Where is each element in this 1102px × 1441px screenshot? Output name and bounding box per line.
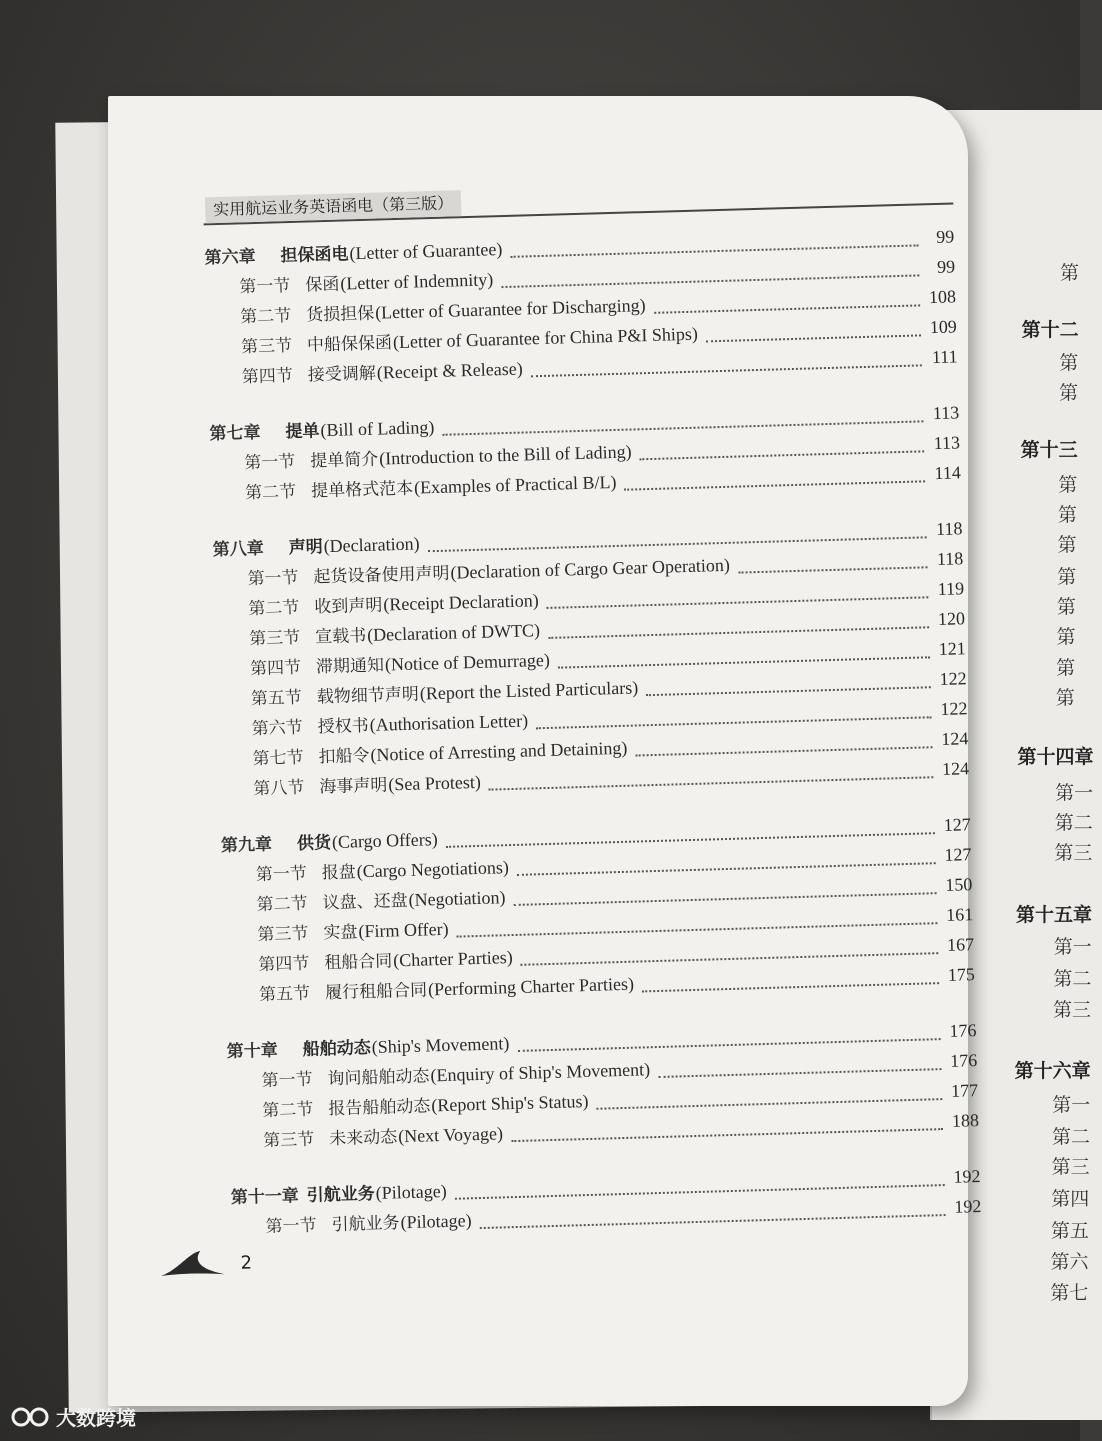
- toc-title-en: (Authorisation Letter): [369, 710, 529, 735]
- swoosh-logo-icon: [158, 1248, 229, 1280]
- right-page-section: 第七: [1050, 1282, 1089, 1304]
- toc-page-number: 192: [953, 1166, 981, 1187]
- toc-page-number: 120: [937, 608, 966, 630]
- toc-title-en: (Notice of Arresting and Detaining): [370, 737, 628, 765]
- leader-dots: [596, 1084, 942, 1110]
- toc-page-number: 118: [936, 548, 964, 570]
- toc-title-en: (Firm Offer): [358, 918, 449, 942]
- toc-number: 第一节: [265, 1215, 317, 1238]
- toc-title-zh: 引航业务: [306, 1183, 376, 1206]
- toc-page-number: 127: [944, 844, 972, 865]
- leader-dots: [653, 290, 920, 313]
- toc-title-en: (Declaration of DWTC): [366, 620, 541, 645]
- toc-number: 第九章: [220, 834, 273, 857]
- toc-number: 第四节: [249, 657, 302, 680]
- toc-page-number: 114: [934, 462, 962, 484]
- toc-title-zh: 未来动态: [328, 1127, 398, 1150]
- leader-dots: [517, 1024, 941, 1052]
- book-title: 实用航运业务英语函电（第三版）: [205, 190, 462, 223]
- leader-dots: [639, 436, 924, 460]
- leader-dots: [536, 702, 932, 729]
- toc-number: 第七章: [209, 422, 261, 445]
- toc-page-number: 192: [954, 1196, 982, 1217]
- toc-title-zh: 宣载书: [314, 626, 367, 648]
- toc-title-zh: 议盘、还盘: [322, 890, 408, 914]
- toc-number: 第一节: [247, 567, 299, 590]
- toc-number: 第二节: [262, 1099, 314, 1122]
- toc-page-number: 99: [935, 226, 955, 247]
- leader-dots: [520, 938, 938, 966]
- right-page-chapter: 第十五章: [1016, 904, 1093, 926]
- toc-title-en: (Declaration): [323, 533, 420, 557]
- toc-number: 第六章: [204, 246, 256, 269]
- toc-title-zh: 履行租船合同: [324, 980, 428, 1004]
- toc-number: 第八节: [253, 777, 305, 800]
- right-page-section: 第二: [1053, 968, 1092, 990]
- toc-title-en: (Report the Listed Particulars): [419, 677, 639, 704]
- right-page-chapter: 第十三: [1020, 439, 1078, 461]
- leader-dots: [624, 466, 925, 490]
- leader-dots: [517, 848, 936, 876]
- toc-page-number: 150: [945, 874, 973, 895]
- toc-page-number: 176: [949, 1020, 977, 1041]
- toc-title-en: (Bill of Lading): [320, 417, 435, 441]
- toc-number: 第一节: [239, 275, 291, 298]
- right-page-section: 第五: [1050, 1220, 1089, 1242]
- toc-number: 第四节: [241, 365, 294, 388]
- toc-title-en: (Performing Charter Parties): [427, 973, 635, 1000]
- toc-title-en: (Pilotage): [400, 1210, 472, 1233]
- right-page-section: 第二: [1054, 812, 1093, 834]
- running-header: [203, 176, 953, 225]
- toc-title-zh: 起货设备使用声明: [313, 563, 450, 588]
- leader-dots: [642, 968, 939, 992]
- right-page-chapter: 第十六章: [1014, 1060, 1091, 1082]
- toc-title-en: (Notice of Demurrage): [384, 649, 551, 675]
- toc-number: 第三节: [240, 335, 293, 358]
- right-page-section: 第: [1059, 352, 1079, 374]
- page-number: 2: [240, 1252, 253, 1274]
- toc-number: 第八章: [212, 538, 264, 561]
- toc-page-number: 188: [951, 1110, 980, 1131]
- toc-title-en: (Letter of Guarantee): [349, 239, 503, 264]
- toc-number: 第七节: [252, 747, 304, 770]
- toc-page-number: 121: [938, 638, 967, 660]
- leader-dots: [511, 1114, 943, 1142]
- right-page-chapter: 第十四章: [1017, 746, 1094, 768]
- toc-title-zh: 引航业务: [331, 1213, 400, 1236]
- toc-page-number: 167: [946, 934, 975, 955]
- toc-title-en: (Next Voyage): [397, 1123, 504, 1147]
- toc-title-en: (Declaration of Cargo Gear Operation): [450, 554, 731, 583]
- toc-title-zh: 报告船舶动态: [328, 1096, 431, 1120]
- right-page-section: 第二: [1051, 1126, 1090, 1148]
- leader-dots: [546, 582, 928, 609]
- toc-page-number: 175: [947, 964, 976, 985]
- toc-title-zh: 供货: [296, 833, 332, 855]
- toc-number: 第三节: [262, 1129, 315, 1152]
- toc-title-en: (Pilotage): [375, 1180, 447, 1203]
- toc-title-zh: 收到声明: [314, 595, 383, 618]
- toc-title-en: (Ship's Movement): [371, 1033, 510, 1058]
- toc-title-zh: 海事声明: [319, 775, 388, 798]
- leader-dots: [513, 878, 936, 906]
- right-page-section: 第一: [1053, 936, 1092, 958]
- right-page-section: 第三: [1051, 1156, 1090, 1178]
- leader-dots: [658, 1054, 942, 1078]
- toc-number: 第二节: [244, 481, 297, 504]
- leader-dots: [738, 552, 928, 573]
- toc-number: 第二节: [239, 305, 292, 328]
- right-page-chapter: 第十二: [1021, 319, 1079, 341]
- right-page-section: 第: [1057, 504, 1077, 526]
- leader-dots: [489, 762, 934, 790]
- toc-title-en: (Letter of Guarantee for Discharging): [374, 295, 646, 323]
- toc-page-number: 177: [950, 1080, 979, 1101]
- toc-title-zh: 提单格式范本: [310, 478, 414, 502]
- right-page-section: 第: [1057, 566, 1077, 588]
- toc-title-zh: 货损担保: [305, 303, 375, 326]
- toc-title-zh: 声明: [288, 537, 323, 559]
- toc-title-en: (Charter Parties): [392, 947, 513, 971]
- right-page-section: 第: [1057, 534, 1077, 556]
- toc-page-number: 122: [940, 698, 968, 719]
- toc-number: 第四节: [258, 953, 310, 976]
- toc-title-en: (Cargo Offers): [331, 829, 438, 853]
- watermark-logo-icon: [10, 1406, 50, 1428]
- leader-dots: [706, 320, 921, 342]
- toc-number: 第十一章: [230, 1186, 300, 1208]
- toc-number: 第三节: [257, 923, 309, 946]
- toc-page-number: 99: [936, 256, 956, 277]
- toc-title-zh: 授权书: [317, 715, 369, 738]
- book-page: [108, 96, 982, 1406]
- toc-number: 第五节: [258, 983, 311, 1006]
- toc-number: 第一节: [255, 863, 308, 886]
- toc-page-number: 127: [943, 814, 971, 835]
- toc-number: 第五节: [250, 687, 303, 710]
- toc-title-zh: 实盘: [323, 922, 358, 944]
- toc-page-number: 176: [949, 1050, 978, 1071]
- toc-title-zh: 接受调解: [307, 363, 377, 386]
- toc-page-number: 108: [928, 286, 957, 308]
- right-page-section: 第六: [1050, 1251, 1089, 1273]
- right-page-section: 第一: [1052, 1094, 1091, 1116]
- toc-number: 第二节: [248, 597, 300, 620]
- right-page-section: 第: [1056, 626, 1076, 648]
- toc-title-zh: 保函: [305, 274, 340, 296]
- toc-title-en: (Receipt Declaration): [383, 590, 539, 615]
- right-page-section: 第四: [1051, 1188, 1090, 1210]
- right-page-section: 第: [1055, 687, 1075, 709]
- leader-dots: [501, 260, 919, 288]
- toc-page-number: 119: [937, 578, 965, 600]
- right-page-section: 第: [1060, 262, 1080, 284]
- leader-dots: [510, 230, 918, 257]
- right-page-section: 第: [1056, 657, 1076, 679]
- leader-dots: [646, 672, 931, 696]
- toc-number: 第二节: [256, 893, 308, 916]
- page-content: [108, 72, 1004, 1406]
- toc-title-zh: 提单: [285, 421, 320, 443]
- toc-title-en: (Sea Protest): [388, 771, 482, 795]
- toc-title-en: (Introduction to the Bill of Lading): [378, 441, 632, 469]
- toc-title-zh: 担保函电: [280, 244, 349, 267]
- toc-title-zh: 船舶动态: [302, 1038, 371, 1060]
- toc-page-number: 111: [931, 346, 958, 368]
- toc-page-number: 124: [940, 728, 969, 749]
- toc-title-zh: 提单简介: [310, 449, 379, 472]
- toc-title-en: (Letter of Guarantee for China P&I Ships): [392, 323, 699, 353]
- watermark-text: 大数跨境: [56, 1406, 136, 1430]
- toc-title-zh: 扣船令: [318, 745, 370, 768]
- right-page-section: 第: [1056, 596, 1076, 618]
- toc-page-number: 118: [935, 518, 963, 540]
- leader-dots: [479, 1200, 945, 1229]
- toc-page-number: 113: [933, 432, 961, 454]
- toc-title-zh: 中船保保函: [306, 333, 393, 356]
- toc-title-en: (Letter of Indemnity): [340, 269, 494, 294]
- toc-title-zh: 滞期通知: [315, 655, 385, 678]
- toc-title-zh: 报盘: [321, 862, 357, 884]
- leader-dots: [531, 350, 922, 377]
- toc-title-en: (Negotiation): [408, 887, 506, 910]
- leader-dots: [558, 642, 930, 668]
- toc-page-number: 113: [932, 402, 960, 424]
- toc-title-zh: 载物细节声明: [316, 684, 420, 708]
- right-page-section: 第三: [1053, 999, 1092, 1021]
- toc-title-en: (Receipt & Release): [376, 358, 523, 383]
- right-page-section: 第: [1058, 474, 1078, 496]
- toc-title-en: (Report Ship's Status): [431, 1090, 589, 1116]
- toc-number: 第一节: [261, 1069, 313, 1092]
- toc-page-number: 161: [945, 904, 974, 925]
- toc-title-en: (Enquiry of Ship's Movement): [430, 1059, 651, 1086]
- toc-page-number: 124: [941, 758, 970, 779]
- toc-title-zh: 租船合同: [324, 951, 393, 974]
- toc-title-en: (Examples of Practical B/L): [413, 471, 617, 498]
- toc-page-number: 109: [929, 316, 958, 338]
- right-page-section: 第一: [1055, 782, 1094, 804]
- toc-title-en: (Cargo Negotiations): [356, 857, 510, 882]
- toc-number: 第三节: [248, 627, 301, 650]
- right-page-section: 第三: [1054, 842, 1093, 864]
- right-page-section: 第: [1058, 382, 1078, 404]
- toc-number: 第六节: [251, 717, 303, 740]
- leader-dots: [548, 612, 929, 639]
- toc-number: 第一节: [244, 451, 296, 474]
- toc-page-number: 122: [939, 668, 967, 690]
- toc-number: 第十章: [226, 1040, 279, 1063]
- leader-dots: [635, 732, 932, 756]
- watermark: [10, 1402, 136, 1431]
- toc-title-zh: 询问船舶动态: [327, 1066, 430, 1090]
